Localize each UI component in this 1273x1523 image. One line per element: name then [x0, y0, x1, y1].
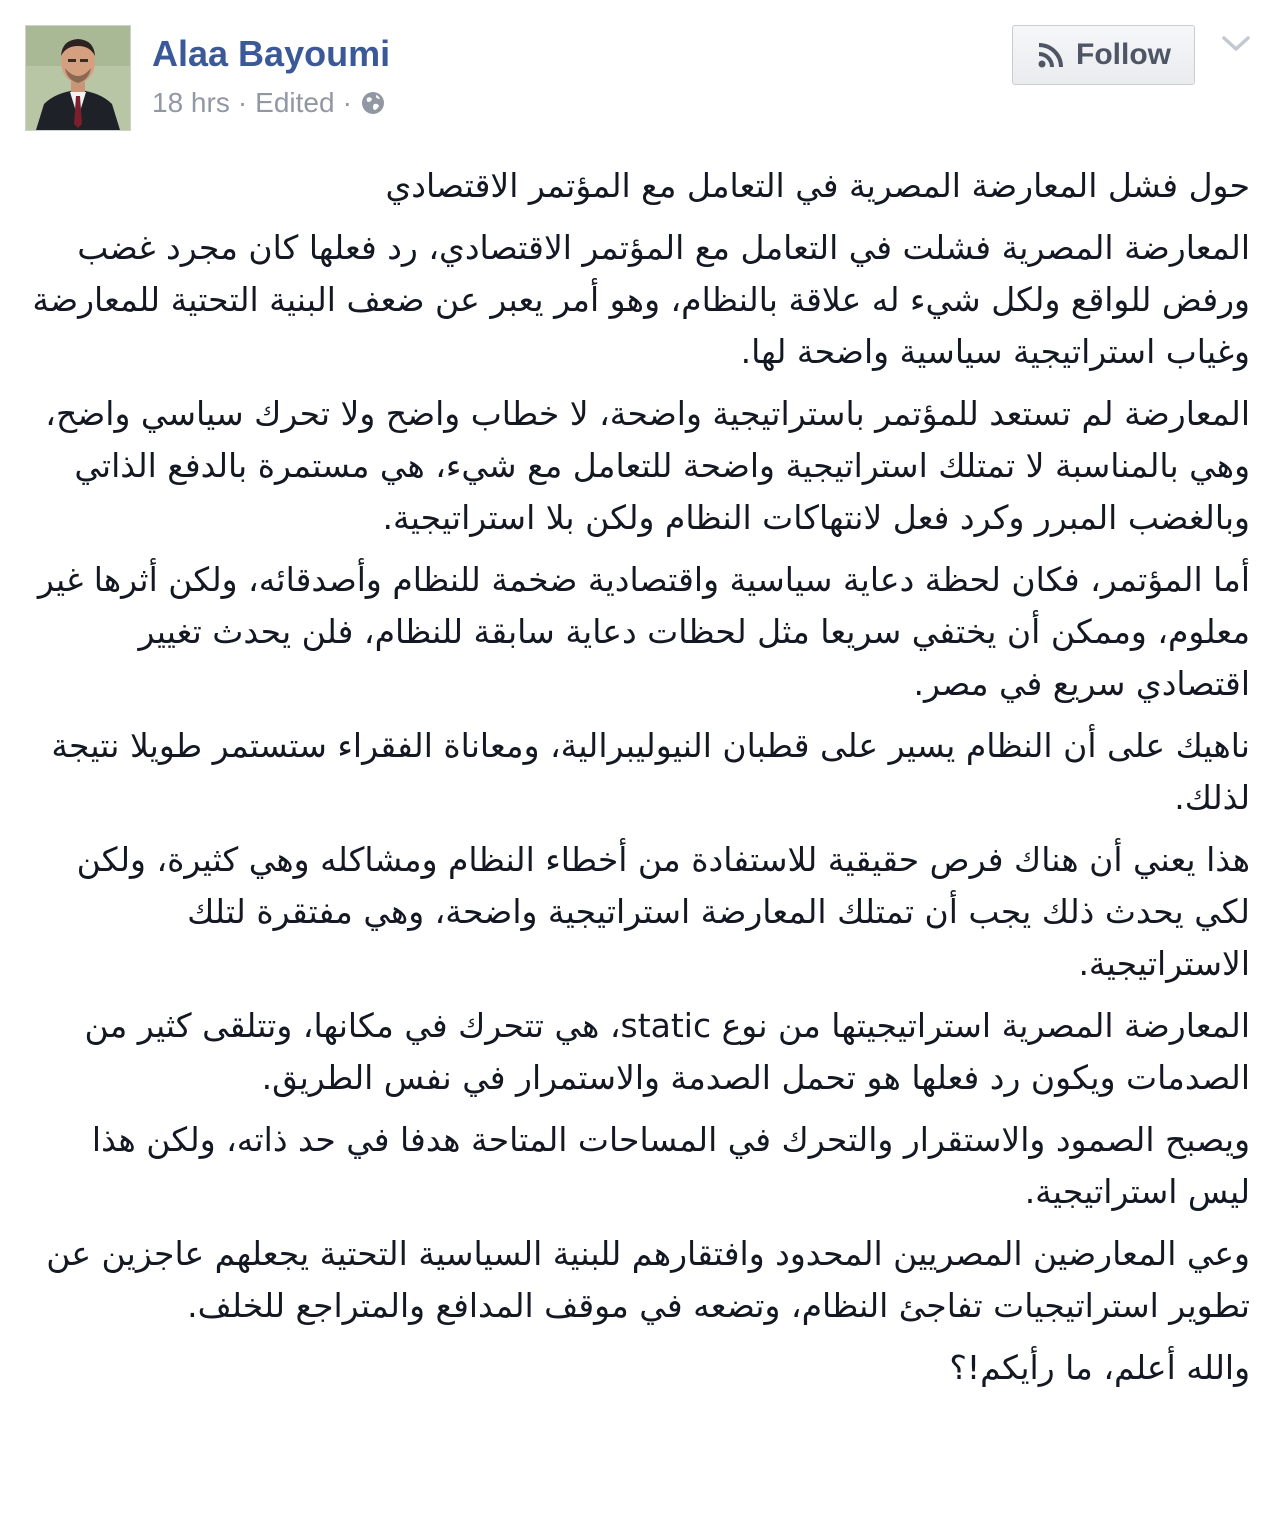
post-paragraph: المعارضة المصرية فشلت في التعامل مع المؤتمر الاقتصادي، رد فعلها كان مجرد غضب ورفض للواقع ولكل شيء له علاقة بالنظام، وهو أمر يعبر عن ضعف البنية التحتية للمعارضة وغياب استراتيجية سياسية واضحة لها. — [32, 228, 1250, 371]
post-paragraph: أما المؤتمر، فكان لحظة دعاية سياسية واقتصادية ضخمة للنظام وأصدقائه، ولكن أثرها غير معلوم، وممكن أن يختفي سريعا مثل لحظات دعاية سابقة للنظام، فلن يحدث تغيير اقتصادي سريع في مصر. — [37, 560, 1250, 703]
post-paragraph: المعارضة لم تستعد للمؤتمر باستراتيجية واضحة، لا خطاب واضح ولا تحرك سياسي واضح، وهي بالمناسبة لا تمتلك استراتيجية واضحة للتعامل مع شيء، هي مستمرة بالدفع الذاتي وبالغضب المبرر وكرد فعل لانتهاكات النظام ولكن بلا استراتيجية. — [45, 394, 1250, 537]
post-body — [25, 160, 1250, 1404]
globe-icon[interactable] — [360, 90, 386, 116]
post-meta — [152, 87, 386, 119]
avatar[interactable] — [25, 25, 131, 131]
post-paragraph: المعارضة المصرية استراتيجيتها من نوع static، هي تتحرك في مكانها، وتتلقى كثير من الصدمات ويكون رد فعلها هو تحمل الصدمة والاستمرار في نفس الطريق. — [84, 1006, 1250, 1097]
meta-separator-2: · — [342, 87, 352, 118]
follow-button[interactable] — [1012, 25, 1195, 85]
edited-label[interactable]: Edited — [255, 87, 335, 118]
post-closing-paragraph: والله أعلم، ما رأيكم!؟ — [949, 1348, 1250, 1387]
post-title-paragraph: حول فشل المعارضة المصرية في التعامل مع المؤتمر الاقتصادي — [385, 166, 1250, 205]
post-paragraph: وعي المعارضين المصريين المحدود وافتقارهم للبنية السياسية التحتية يجعلهم عاجزين عن تطوير استراتيجيات تفاجئ النظام، وتضعه في موقف المدافع والمتراجع للخلف. — [46, 1234, 1250, 1325]
profile-photo — [26, 26, 130, 130]
post-header — [25, 25, 1248, 135]
rss-icon — [1036, 40, 1066, 70]
post-timestamp[interactable]: 18 hrs — [152, 87, 230, 118]
meta-separator: · — [237, 87, 248, 118]
author-name-link[interactable]: Alaa Bayoumi — [152, 33, 391, 74]
follow-button-label: Follow — [1076, 38, 1171, 71]
chevron-down-icon[interactable] — [1221, 33, 1251, 55]
post-paragraph: هذا يعني أن هناك فرص حقيقية للاستفادة من أخطاء النظام ومشاكله وهي كثيرة، ولكن لكي يحدث ذلك يجب أن تمتلك المعارضة استراتيجية واضحة، وهي مفتقرة لتلك الاستراتيجية. — [76, 840, 1250, 983]
post-paragraph: ويصبح الصمود والاستقرار والتحرك في المساحات المتاحة هدفا في حد ذاته، ولكن هذا ليس استراتيجية. — [91, 1120, 1250, 1211]
post-paragraph: ناهيك على أن النظام يسير على قطبان النيوليبرالية، ومعاناة الفقراء ستستمر طويلا نتيجة لذلك. — [51, 726, 1250, 817]
